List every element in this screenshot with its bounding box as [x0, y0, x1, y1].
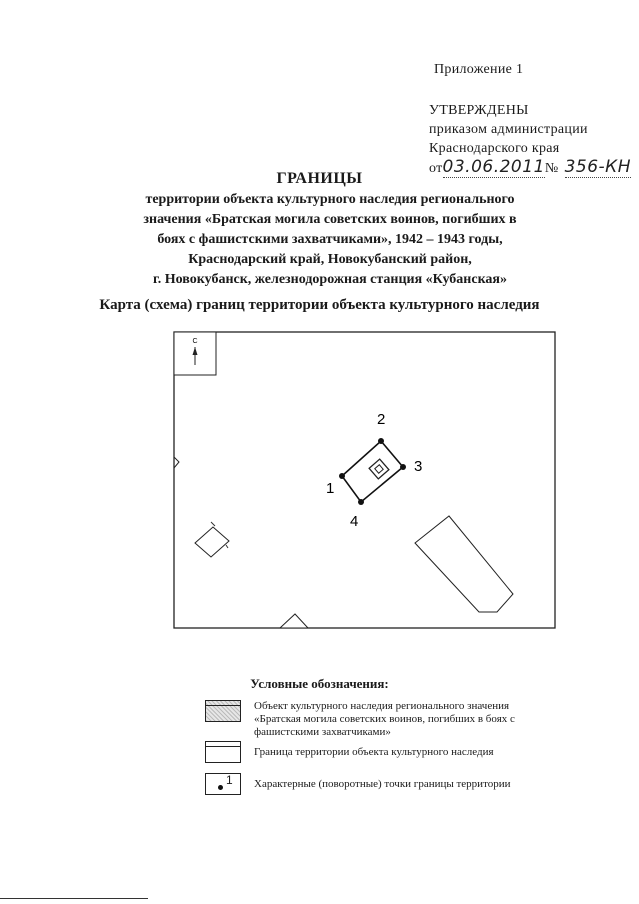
document-title: ГРАНИЦЫ: [276, 170, 363, 187]
boundary-map: [173, 331, 556, 629]
description-line: значения «Братская могила советских воинов, погибших в: [143, 212, 517, 227]
legend-points-symbol: [205, 773, 241, 795]
north-label: С: [192, 338, 198, 345]
legend-boundary-symbol: [205, 741, 241, 763]
point-label-4: 4: [350, 513, 359, 530]
point-label-1: 1: [326, 480, 335, 497]
north-arrow: [174, 332, 216, 375]
approved-heading: УТВЕРЖДЕНЫ: [429, 103, 529, 118]
footnote-divider: [0, 898, 148, 899]
boundary-point-4: [358, 499, 364, 505]
legend-object-line: Объект культурного наследия регионального значения: [254, 700, 510, 712]
number-value: 356-КН: [564, 157, 631, 177]
legend-point-number: 1: [226, 773, 233, 787]
boundary-point-1: [339, 473, 345, 479]
approved-order: приказом администрации: [429, 122, 588, 137]
legend-object-line: «Братская могила советских воинов, погибших в боях с: [254, 713, 515, 725]
legend-object-text: [254, 700, 524, 739]
appendix-label: Приложение 1: [434, 62, 524, 77]
approval-block: [429, 101, 631, 178]
approved-authority: Краснодарского края: [429, 141, 560, 156]
boundary-point-2: [378, 438, 384, 444]
map-caption: Карта (схема) границ территории объекта культурного наследия: [99, 297, 540, 313]
date-value: 03.06.2011: [442, 157, 545, 177]
document-description: [120, 190, 540, 290]
legend-point-dot: [218, 785, 223, 790]
legend-title: Условные обозначения:: [250, 676, 389, 691]
number-prefix: №: [544, 161, 559, 176]
description-line: г. Новокубанск, железнодорожная станция «Кубанская»: [152, 272, 508, 287]
description-line: Краснодарский край, Новокубанский район,: [188, 252, 472, 267]
legend-points-text: Характерные (поворотные) точки границы территории: [254, 778, 511, 790]
point-label-2: 2: [377, 411, 386, 428]
legend-object-symbol-line: [206, 705, 240, 706]
point-label-3: 3: [414, 458, 423, 475]
legend-object-line: фашистскими захватчиками»: [254, 726, 391, 738]
legend-boundary-text: Граница территории объекта культурного наследия: [254, 746, 494, 758]
description-line: боях с фашистскими захватчиками», 1942 – 1943 годы,: [157, 232, 503, 247]
date-prefix: от: [429, 161, 443, 176]
boundary-point-3: [400, 464, 406, 470]
legend-boundary-symbol-line: [206, 746, 240, 747]
legend-object-symbol: [205, 700, 241, 722]
description-line: территории объекта культурного наследия регионального: [145, 192, 515, 207]
